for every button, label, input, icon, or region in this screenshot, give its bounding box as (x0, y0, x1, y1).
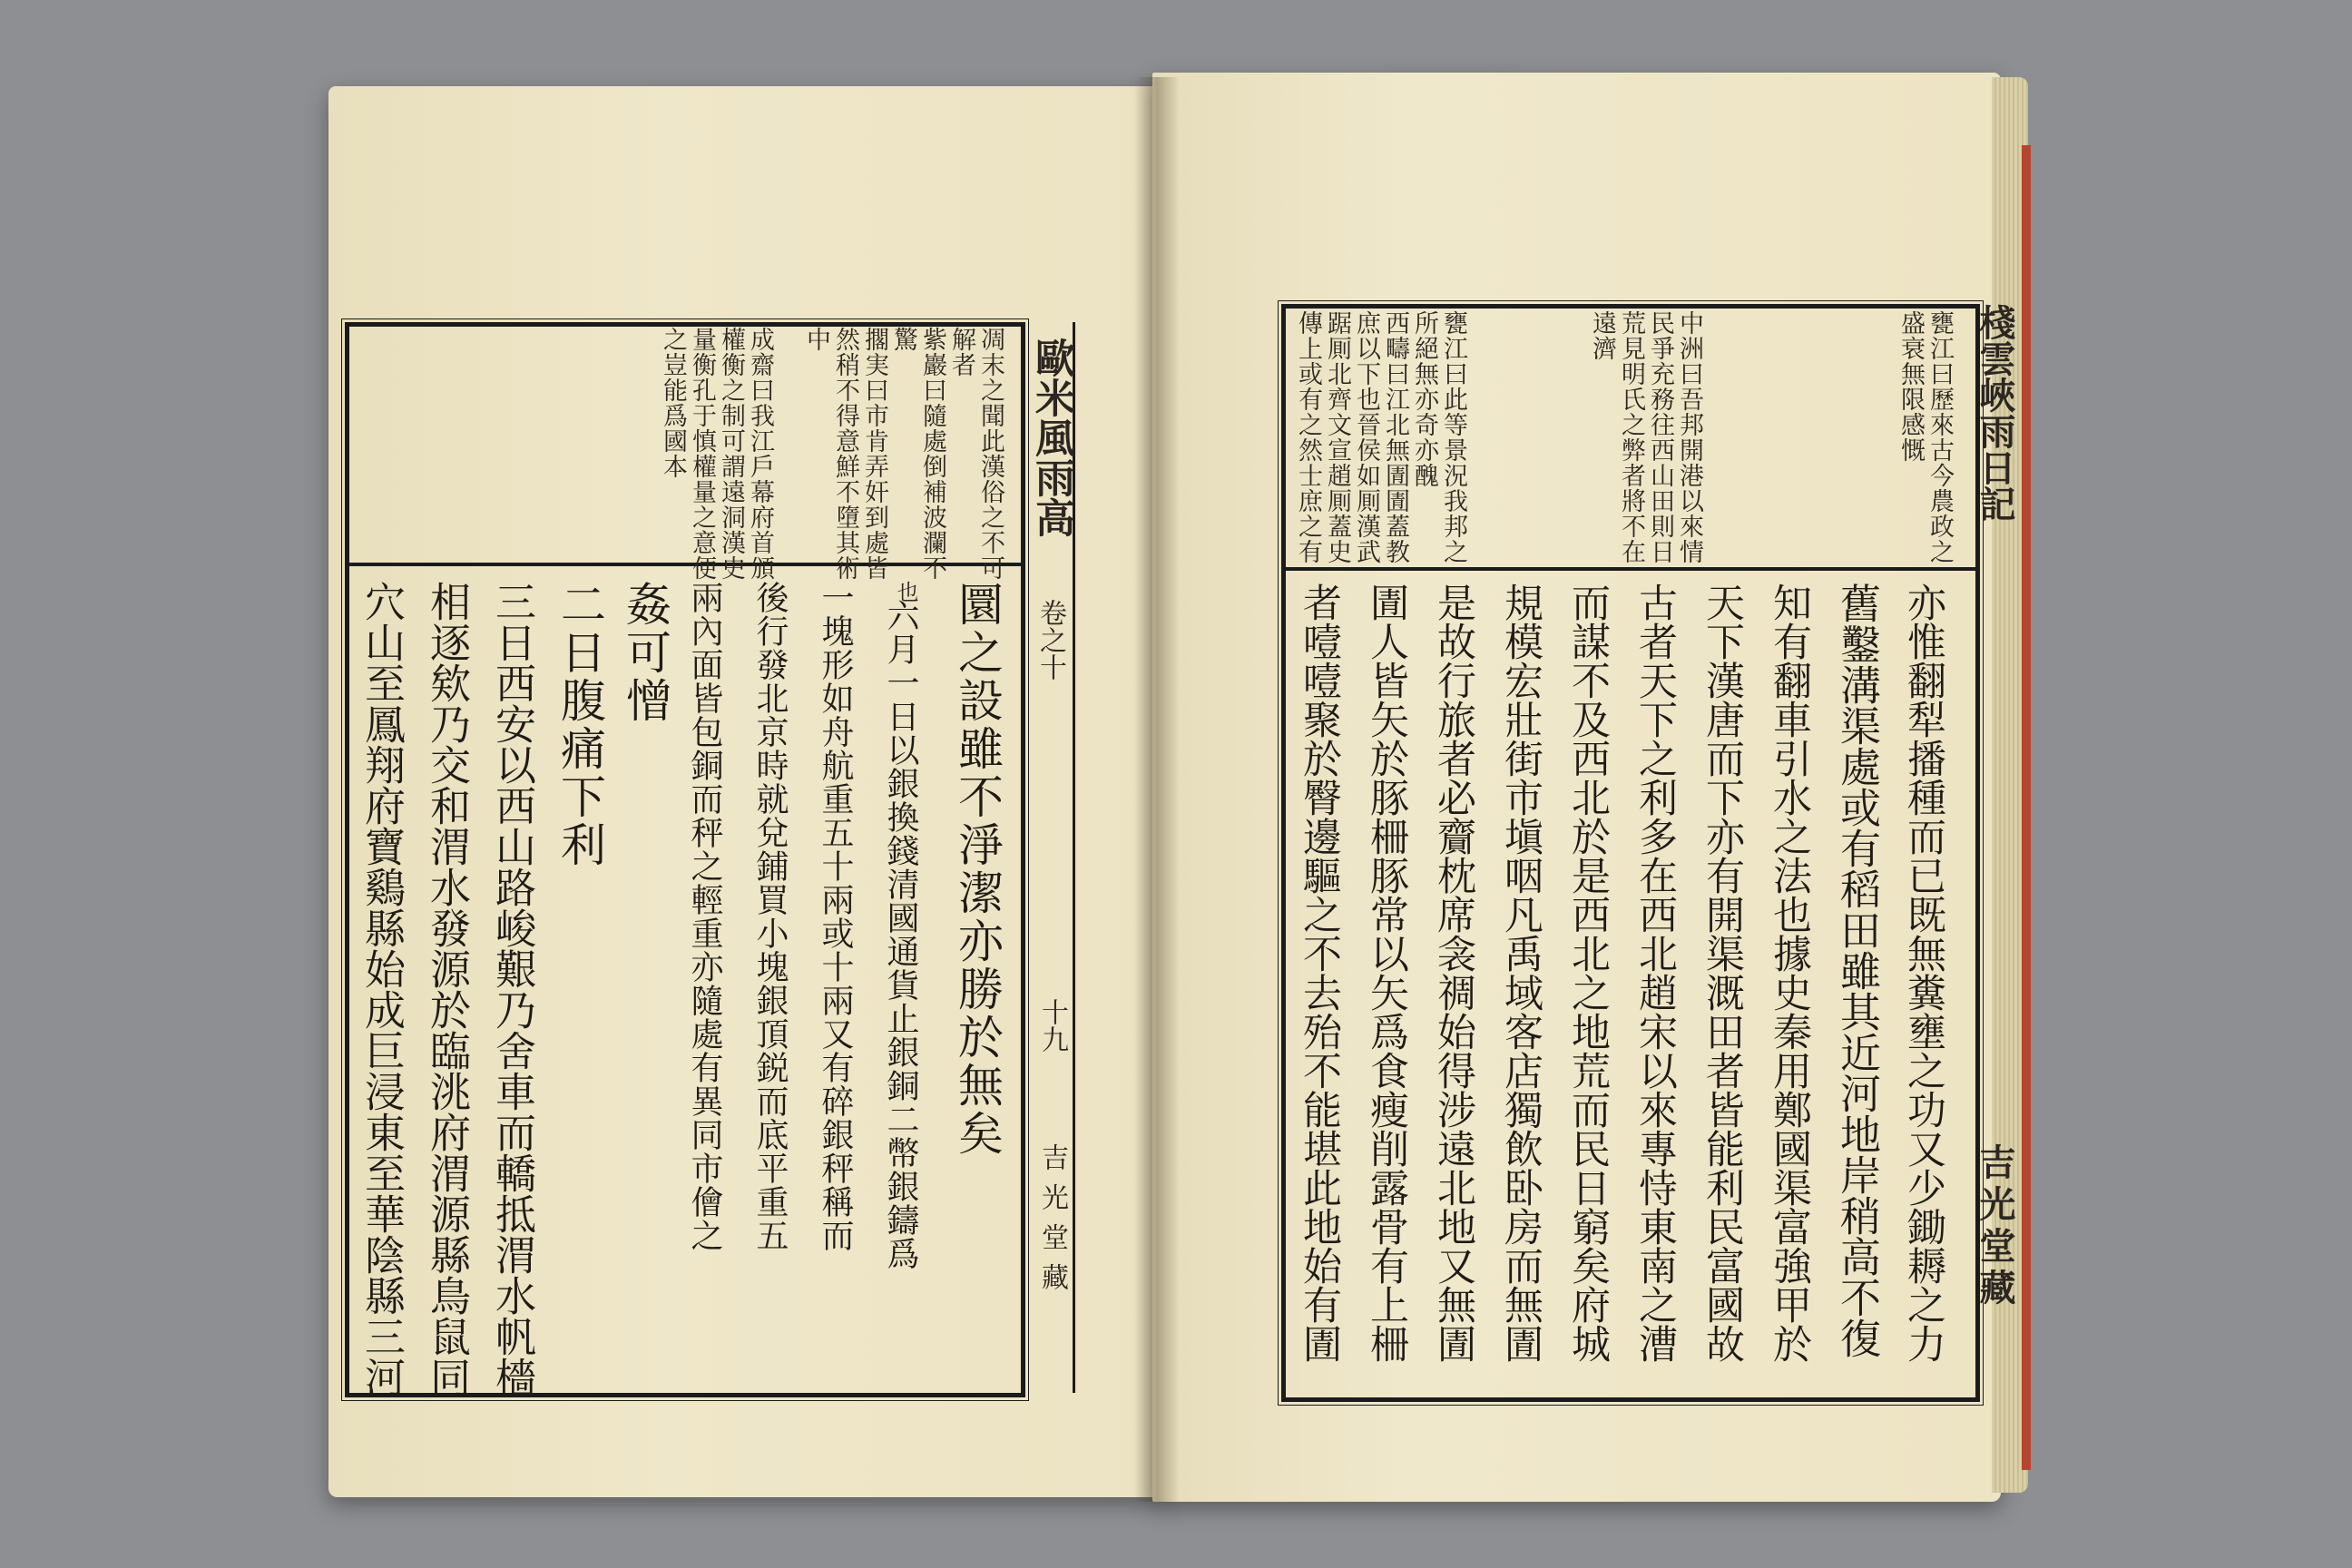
right-fold-publisher: 吉光堂藏 (1974, 1143, 2016, 1310)
right-main-col-4: 天下漢唐而下亦有開渠溉田者皆能利民富國故 (1700, 583, 1745, 1363)
right-main-col-3: 知有翻車引水之法也據史秦用鄭國渠富強甲於 (1767, 583, 1812, 1363)
right-note-5: 荒見明氏之弊者將不在 (1617, 310, 1645, 564)
left-main-col-10: 穴山至鳳翔府寶鷄縣始成巨浸東至華陰縣三河 (358, 581, 406, 1397)
left-note-1: 凋末之聞此漢俗之不可 (976, 327, 1004, 581)
right-fold-title: 棧雲峽雨日記 (1974, 304, 2016, 522)
left-note-8: 成齋曰我江戶幕府首頒 (746, 327, 774, 581)
left-note-2: 解者 (947, 327, 975, 377)
left-note-3: 紫巖曰隨處倒補波瀾不 (918, 327, 946, 581)
right-main-col-10: 者噎噎聚於臀邊驅之不去殆不能堪此地始有圊 (1297, 583, 1342, 1363)
book-gutter (1134, 77, 1180, 1502)
left-fold-publisher: 吉光堂藏 (1036, 1143, 1068, 1303)
left-note-5: 擱実曰市肯弄奸到處皆 (860, 327, 888, 581)
left-main-col-1: 圜之設雖不淨潔亦勝於無矣 (951, 581, 1004, 1158)
right-main-col-6: 而謀不及西北於是西北之地荒而民日窮矣府城 (1565, 583, 1611, 1363)
left-main-col-2: 六月一日以銀換錢清國通貨止銀銅二幣銀鑄爲 (882, 599, 919, 1270)
left-note-9: 權衡之制可謂遠洞漢史 (717, 327, 745, 581)
left-main-col-5: 兩內面皆包銅而秤之輕重亦隨處有異同市儈之 (686, 581, 723, 1252)
left-note-10: 量衡孔于慎權量之意便 (688, 327, 716, 581)
right-note-1: 甕江曰歷來古今農政之 (1926, 310, 1954, 564)
left-note-6: 然稍不得意鮮不墮其術 (831, 327, 859, 581)
red-edge-band (2022, 145, 2031, 1470)
right-main-col-7: 規模宏壯街市塡咽凡禹域客店獨飲卧房而無圊 (1498, 583, 1544, 1363)
left-main-col-6: 姦可憎 (619, 581, 671, 725)
right-note-4: 民爭充務往西山田則日 (1646, 310, 1674, 564)
left-note-11: 之豈能爲國本 (659, 327, 687, 479)
left-note-4: 驚 (889, 327, 917, 352)
right-note-8: 所絕無亦奇亦醜 (1410, 310, 1438, 488)
right-main-col-1: 亦惟翻犁播種而已既無糞壅之功又少鋤耨之力 (1901, 583, 1946, 1363)
right-note-7: 甕江曰此等景況我邦之 (1439, 310, 1467, 564)
left-main-col-8: 三日西安以西山路峻艱乃舍車而轎抵渭水帆檣 (488, 581, 536, 1397)
left-inline-note-1: 也 (893, 581, 918, 603)
right-note-2: 盛衰無限感慨 (1896, 310, 1925, 463)
left-main-col-4: 後行發北京時就兌鋪買小塊銀頂鋭而底平重五 (751, 581, 789, 1252)
left-main-col-7: 二日腹痛下利 (554, 581, 606, 869)
right-note-12: 傳上或有之然士庶之有 (1294, 310, 1322, 564)
left-fold-chapter: 卷之十 (1034, 599, 1066, 681)
left-main-col-9: 相逐欸乃交和渭水發源於臨洮府渭源縣鳥鼠同 (423, 581, 471, 1397)
right-main-col-9: 圊人皆矢於豚柵豚常以矢爲食瘦削露骨有上柵 (1364, 583, 1409, 1363)
right-note-6: 遠濟 (1588, 310, 1616, 361)
left-main-col-3: 一塊形如舟航重五十兩或十兩又有碎銀秤稱而 (817, 581, 854, 1252)
right-note-11: 踞厠北齊文宣趙厠蓋史 (1323, 310, 1351, 564)
left-fold-title: 歐米風雨高 (1028, 338, 1074, 537)
right-note-9: 西疇曰江北無圊圊蓋教 (1381, 310, 1409, 564)
right-note-3: 中洲曰吾邦開港以來情 (1675, 310, 1703, 564)
right-main-col-2: 舊鑿溝渠處或有稻田雖其近河地岸稍高不復 (1833, 583, 1881, 1358)
right-main-col-5: 古者天下之利多在西北趙宋以來專恃東南之漕 (1632, 583, 1678, 1363)
right-main-col-8: 是故行旅者必齎枕席衾禂始得涉遠北地又無圊 (1431, 583, 1476, 1363)
left-fold-folio: 十九 (1036, 998, 1068, 1053)
right-commentary-divider (1286, 567, 1975, 571)
left-note-7: 中 (802, 327, 830, 352)
right-note-10: 庶以下也晉侯如厠漢武 (1352, 310, 1380, 564)
